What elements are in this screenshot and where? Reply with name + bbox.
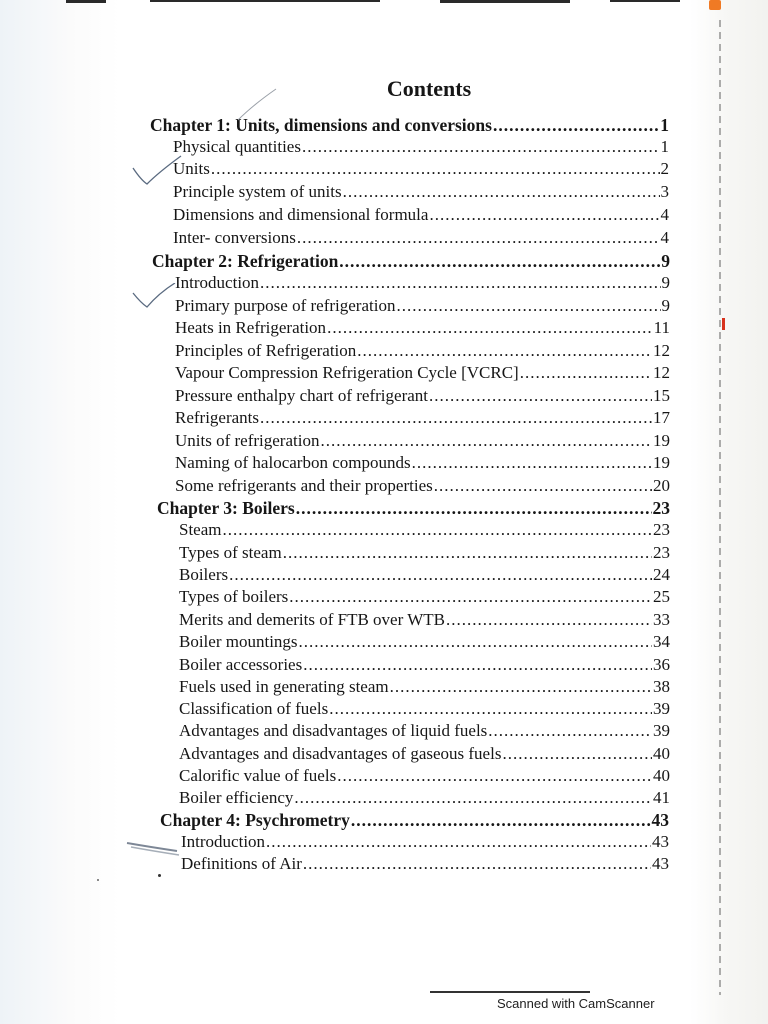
toc-section-entry (179, 542, 670, 564)
toc-section-entry (173, 158, 669, 180)
toc-section-entry (175, 385, 670, 407)
dot-leader (339, 250, 660, 272)
page-title: Contents (386, 76, 472, 101)
red-edge-mark (722, 318, 725, 330)
dot-leader (396, 295, 660, 317)
dot-leader (299, 631, 652, 653)
toc-page-number: 9 (661, 296, 670, 315)
toc-entry-title: Inter- conversions (173, 228, 296, 247)
toc-entry-title: Primary purpose of refrigeration (175, 296, 396, 315)
scan-edge-line (430, 991, 590, 993)
toc-section-entry (179, 609, 670, 631)
checkmark-icon (125, 283, 185, 323)
pencil-stroke-icon (228, 85, 288, 125)
dot-leader (429, 204, 659, 226)
toc-section-entry (179, 676, 670, 698)
toc-page-number: 4 (660, 228, 669, 247)
scanner-watermark: Scanned with CamScanner (497, 996, 655, 1011)
toc-entry-title: Merits and demerits of FTB over WTB (179, 610, 445, 629)
toc-entry-title: Chapter 3: Boilers (157, 498, 295, 518)
dot-leader (390, 676, 652, 698)
scan-edge-line (440, 0, 570, 3)
toc-page-number: 1 (660, 137, 669, 156)
toc-entry-title: Boilers (179, 565, 229, 584)
dot-leader (446, 609, 652, 631)
page-edge-shadow (719, 20, 721, 995)
dot-leader (260, 272, 660, 294)
toc-page-number: 43 (652, 854, 669, 873)
dot-leader (283, 542, 652, 564)
toc-page-number: 43 (651, 810, 669, 830)
toc-entry-title: Fuels used in generating steam (179, 677, 389, 696)
toc-section-entry (173, 204, 669, 226)
toc-section-entry (175, 430, 670, 452)
toc-entry-title: Definitions of Air (181, 854, 302, 873)
toc-page-number: 19 (653, 431, 670, 450)
toc-page-number: 39 (653, 721, 670, 740)
toc-entry-title: Chapter 1: Units, dimensions and conversions (150, 115, 492, 135)
toc-page-number: 36 (653, 655, 670, 674)
toc-section-entry (179, 519, 670, 541)
toc-page-number: 24 (653, 565, 670, 584)
ink-dot (97, 879, 99, 881)
toc-page-number: 43 (652, 832, 669, 851)
dot-leader (327, 317, 653, 339)
toc-section-entry (175, 475, 670, 497)
dot-leader (302, 136, 660, 158)
toc-page-number: 34 (653, 632, 670, 651)
toc-chapter-entry (160, 809, 669, 831)
dot-leader (488, 720, 652, 742)
toc-section-entry (175, 340, 670, 362)
toc-entry-title: Types of steam (179, 543, 282, 562)
dot-leader (229, 564, 652, 586)
dot-leader (429, 385, 652, 407)
toc-page-number: 38 (653, 677, 670, 696)
toc-entry-title: Advantages and disadvantages of liquid fuels (179, 721, 488, 740)
toc-chapter-entry (152, 250, 670, 272)
toc-entry-title: Chapter 2: Refrigeration (152, 251, 339, 271)
dot-leader (303, 654, 652, 676)
toc-entry-title: Vapour Compression Refrigeration Cycle [VCRC] (175, 363, 519, 382)
toc-section-entry (175, 295, 670, 317)
toc-page-number: 40 (653, 766, 670, 785)
dot-leader (303, 853, 651, 875)
toc-section-entry (179, 698, 670, 720)
toc-page-number: 25 (653, 587, 670, 606)
dot-leader (223, 519, 653, 541)
dot-leader (502, 743, 652, 765)
toc-page-number: 3 (660, 182, 669, 201)
toc-entry-title: Refrigerants (175, 408, 260, 427)
toc-section-entry (179, 586, 670, 608)
toc-entry-title: Some refrigerants and their properties (175, 476, 433, 495)
dot-leader (294, 787, 652, 809)
toc-entry-title: Introduction (175, 273, 260, 292)
dot-leader (260, 407, 652, 429)
toc-page-number: 23 (652, 498, 670, 518)
toc-page-number: 20 (653, 476, 670, 495)
toc-page-number: 11 (653, 318, 670, 337)
toc-section-entry (173, 227, 669, 249)
toc-section-entry (175, 407, 670, 429)
toc-entry-title: Steam (179, 520, 222, 539)
dot-leader (337, 765, 652, 787)
toc-chapter-entry (157, 497, 670, 519)
toc-entry-title: Advantages and disadvantages of gaseous fuels (179, 744, 502, 763)
toc-entry-title: Naming of halocarbon compounds (175, 453, 411, 472)
toc-section-entry (175, 452, 670, 474)
toc-entry-title: Dimensions and dimensional formula (173, 205, 429, 224)
toc-entry-title: Boiler accessories (179, 655, 303, 674)
toc-section-entry (179, 787, 670, 809)
toc-section-entry (179, 720, 670, 742)
toc-section-entry (173, 136, 669, 158)
dot-leader (520, 362, 652, 384)
scan-edge-line (610, 0, 680, 2)
toc-entry-title: Types of boilers (179, 587, 289, 606)
scan-edge-line (150, 0, 380, 2)
pencil-smudge-icon (125, 835, 185, 857)
toc-page-number: 9 (661, 273, 670, 292)
toc-section-entry (181, 831, 669, 853)
toc-page-number: 4 (660, 205, 669, 224)
dot-leader (329, 698, 652, 720)
toc-page-number: 9 (661, 251, 670, 271)
toc-page-number: 12 (653, 363, 670, 382)
dot-leader (211, 158, 660, 180)
dot-leader (412, 452, 652, 474)
ink-dot (158, 874, 161, 877)
toc-page-number: 40 (653, 744, 670, 763)
toc-section-entry (175, 272, 670, 294)
toc-entry-title: Boiler efficiency (179, 788, 294, 807)
dot-leader (434, 475, 652, 497)
toc-entry-title: Introduction (181, 832, 266, 851)
toc-section-entry (181, 853, 669, 875)
toc-entry-title: Pressure enthalpy chart of refrigerant (175, 386, 428, 405)
toc-section-entry (179, 631, 670, 653)
dot-leader (343, 181, 660, 203)
toc-entry-title: Principles of Refrigeration (175, 341, 357, 360)
toc-page-number: 19 (653, 453, 670, 472)
toc-entry-title: Physical quantities (173, 137, 301, 156)
checkmark-icon (125, 150, 185, 190)
toc-entry-title: Heats in Refrigeration (175, 318, 327, 337)
toc-page-number: 15 (653, 386, 670, 405)
dot-leader (289, 586, 652, 608)
toc-section-entry (179, 654, 670, 676)
toc-entry-title: Chapter 4: Psychrometry (160, 810, 350, 830)
toc-page-number: 17 (653, 408, 670, 427)
dot-leader (297, 227, 660, 249)
toc-entry-title: Boiler mountings (179, 632, 298, 651)
toc-section-entry (179, 743, 670, 765)
toc-page-number: 1 (660, 115, 669, 135)
toc-section-entry (175, 362, 670, 384)
orange-tab-mark (709, 0, 721, 10)
toc-entry-title: Units of refrigeration (175, 431, 320, 450)
dot-leader (351, 809, 651, 831)
dot-leader (296, 497, 652, 519)
toc-section-entry (175, 317, 670, 339)
toc-entry-title: Units (173, 159, 210, 178)
toc-page-number: 33 (653, 610, 670, 629)
dot-leader (266, 831, 651, 853)
toc-page-number: 23 (653, 543, 670, 562)
toc-entry-title: Calorific value of fuels (179, 766, 337, 785)
scan-edge-line (66, 0, 106, 3)
toc-page-number: 23 (653, 520, 670, 539)
toc-page-number: 39 (653, 699, 670, 718)
dot-leader (320, 430, 652, 452)
toc-section-entry (173, 181, 669, 203)
toc-entry-title: Principle system of units (173, 182, 342, 201)
toc-page-number: 2 (660, 159, 669, 178)
dot-leader (493, 114, 659, 136)
dot-leader (357, 340, 652, 362)
toc-page-number: 41 (653, 788, 670, 807)
toc-page-number: 12 (653, 341, 670, 360)
toc-section-entry (179, 564, 670, 586)
toc-section-entry (179, 765, 670, 787)
toc-entry-title: Classification of fuels (179, 699, 329, 718)
